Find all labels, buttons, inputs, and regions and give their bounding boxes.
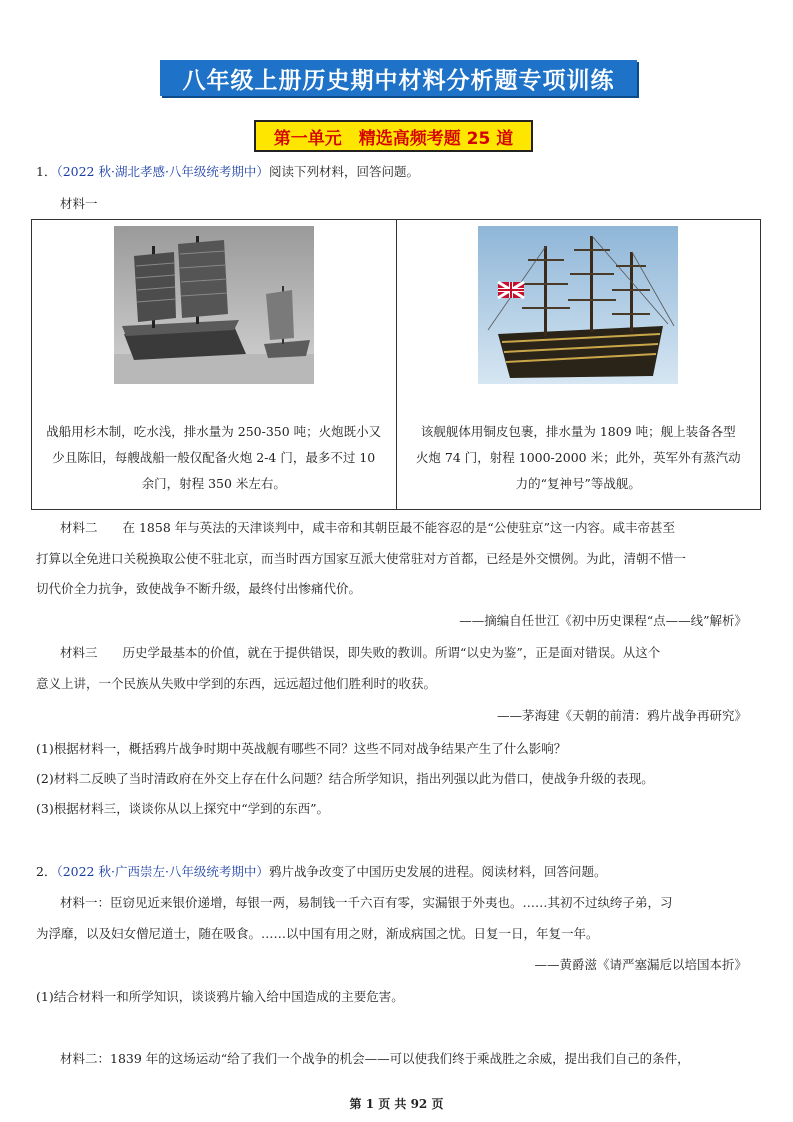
q2-material1-line1: 材料一：臣窃见近来银价递增，每银一两，易制钱一千六百有零，实漏银于外夷也。……其初不过纨绔子弟，习 — [60, 895, 673, 910]
q1-source: （2022 秋·湖北孝感·八年级统考期中） — [56, 164, 269, 179]
q1-material1-label: 材料一 — [60, 196, 98, 211]
page-footer: 第 1 页 共 92 页 — [349, 1097, 444, 1111]
junk-description: 战船用杉木制，吃水浅，排水量为 250-350 吨；火炮既小又 少且陈旧，每艘战船一般仅配备火炮 2-4 门，最多不过 10 余门，射程 350 米左右。 — [46, 424, 382, 491]
q2-source: （2022 秋·广西崇左·八年级统考期中） — [56, 864, 269, 879]
q1-material3-citation: ——茅海建《天朝的前清：鸦片战争再研究》 — [496, 708, 747, 723]
q2-question-1: (1)结合材料一和所学知识，谈谈鸦片输入给中国造成的主要危害。 — [36, 989, 404, 1004]
british-warship-image — [478, 226, 678, 384]
material1-table — [31, 219, 761, 510]
q1-material2-line3: 切代价全力抗争，致使战争不断升级，最终付出惨痛代价。 — [36, 581, 362, 596]
q1-number: 1． — [36, 164, 57, 179]
q1-heading — [36, 163, 419, 181]
q1-question-2: (2)材料二反映了当时清政府在外交上存在什么问题？结合所学知识，指出列强以此为借口，使战争升级的表现。 — [36, 771, 654, 786]
q2-material1-line2: 为浮靡，以及妇女僧尼道士，随在吸食。……以中国有用之财，渐成病国之忧。日复一日，年复一年。 — [36, 926, 599, 941]
chinese-junk-image — [114, 226, 314, 384]
q1-material3-line1: 材料三 历史学最基本的价值，就在于提供错误，即失败的教训。所谓“以史为鉴”，正是面对错误。从这个 — [60, 645, 661, 660]
q2-material2-line1: 材料二：1839 年的这场运动“给了我们一个战争的机会——可以使我们终于乘战胜之余威，提出我们自己的条件， — [60, 1051, 690, 1066]
q1-material2-citation: ——摘编自任世江《初中历史课程“点——线”解析》 — [459, 613, 747, 628]
q1-question-3: (3)根据材料三，谈谈你从以上探究中“学到的东西”。 — [36, 801, 329, 816]
british-warship-cell — [396, 220, 761, 509]
page-title: 八年级上册历史期中材料分析题专项训练 — [160, 60, 637, 96]
chinese-junk-cell — [32, 220, 396, 509]
q2-stem: 鸦片战争改变了中国历史发展的进程。阅读材料，回答问题。 — [268, 864, 607, 879]
q2-number: 2． — [36, 864, 57, 879]
q2-material1-citation: ——黄爵滋《请严塞漏卮以培国本折》 — [534, 957, 747, 972]
q1-material3-line2: 意义上讲，一个民族从失败中学到的东西，远远超过他们胜利时的收获。 — [36, 676, 437, 691]
q1-material2-line1: 材料二 在 1858 年与英法的天津谈判中，咸丰帝和其朝臣最不能容忍的是“公使驻京”这一内容。咸丰帝甚至 — [60, 520, 676, 535]
q1-stem: 阅读下列材料，回答问题。 — [268, 164, 419, 179]
q2-heading — [36, 863, 606, 881]
warship-description: 该舰舰体用铜皮包裹，排水量为 1809 吨；舰上装备各型 火炮 74 门，射程 1000-2000 米；此外，英军外有蒸汽动 力的“复神号”等战舰。 — [415, 424, 741, 491]
q1-material2-line2: 打算以全免进口关税换取公使不驻北京，而当时西方国家互派大使常驻对方首都，已经是外交惯例。为此，清朝不惜一 — [36, 551, 687, 566]
unit-banner: 第一单元 精选高频考题 25 道 — [254, 120, 533, 152]
q1-question-1: (1)根据材料一，概括鸦片战争时期中英战舰有哪些不同？这些不同对战争结果产生了什么影响？ — [36, 741, 567, 756]
